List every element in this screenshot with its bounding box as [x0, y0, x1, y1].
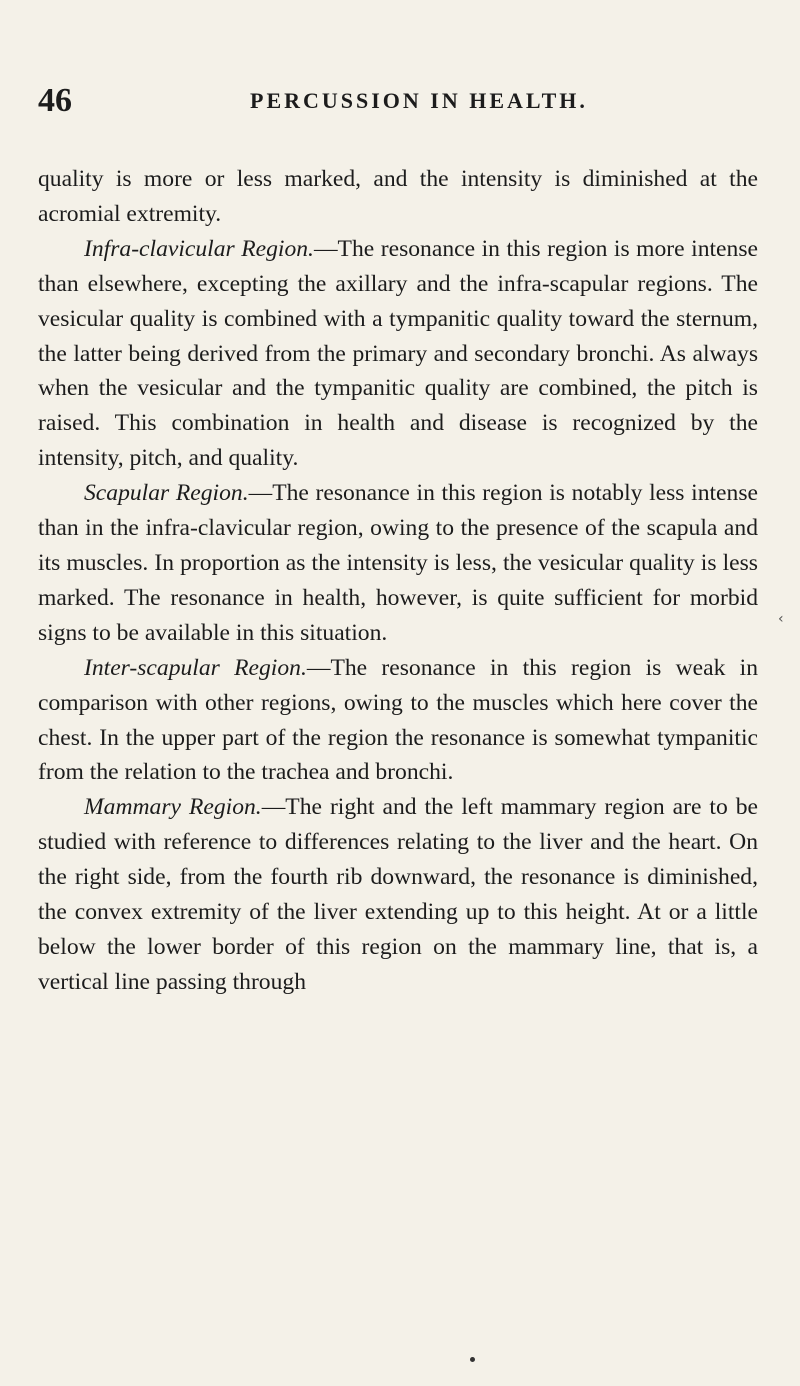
print-speck-icon — [470, 1357, 475, 1362]
paragraph-scapular — [38, 476, 758, 651]
paragraph-inter-scapular — [38, 651, 758, 791]
margin-mark-icon: ‹ — [778, 611, 784, 627]
paragraph-text: —The resonance in this region is weak in comparison with other regions, owing to the muscles which here cover the chest. In the upper part of the region the resonance is somewhat tympanitic from the relation to the trachea and bronchi. — [38, 654, 759, 786]
paragraph-text: —The resonance in this region is notably less intense than in the infra-clavicular region, owing to the presence of the scapula and its muscles. In proportion as the intensity is less, the vesicular quality is less marked. The resonance in health, however, is quite sufficient for morbid signs to be available in this situation. — [38, 480, 758, 646]
paragraph-text: —The resonance in this region is more intense than elsewhere, excepting the axillary and the infra-scapular regions. The vesicular quality is combined with a tympanitic quality toward the sternum, the latter being derived from the primary and secondary bronchi. As always when the vesicular and the tympanitic quality are combined, the pitch is raised. This combination in health and disease is recognized by the intensity, pitch, and quality. — [38, 235, 758, 472]
book-page — [38, 58, 758, 1000]
paragraph-infra-clavicular — [38, 232, 758, 476]
paragraph-text: —The right and the left mammary region are to be studied with reference to differences relating to the liver and the heart. On the right side, from the fourth rib downward, the resonance is diminished, the convex extremity of the liver extending up to this height. At or a little below the lower border of this region on the mammary line, that is, a vertical line passing through — [38, 794, 758, 995]
page-number: 46 — [38, 82, 72, 119]
paragraph-heading: Scapular Region. — [84, 480, 249, 507]
running-header — [38, 58, 758, 119]
paragraph-heading: Inter-scapular Region. — [84, 654, 307, 681]
paragraph-text: quality is more or less marked, and the intensity is diminished at the acromial extremity. — [38, 166, 758, 227]
paragraph-heading: Mammary Region. — [84, 794, 262, 821]
body-text — [38, 162, 758, 1000]
paragraph-continuation — [38, 162, 758, 232]
running-title: PERCUSSION IN HEALTH. — [250, 88, 588, 113]
paragraph-mammary — [38, 790, 758, 999]
paragraph-heading: Infra-clavicular Region. — [84, 235, 314, 262]
